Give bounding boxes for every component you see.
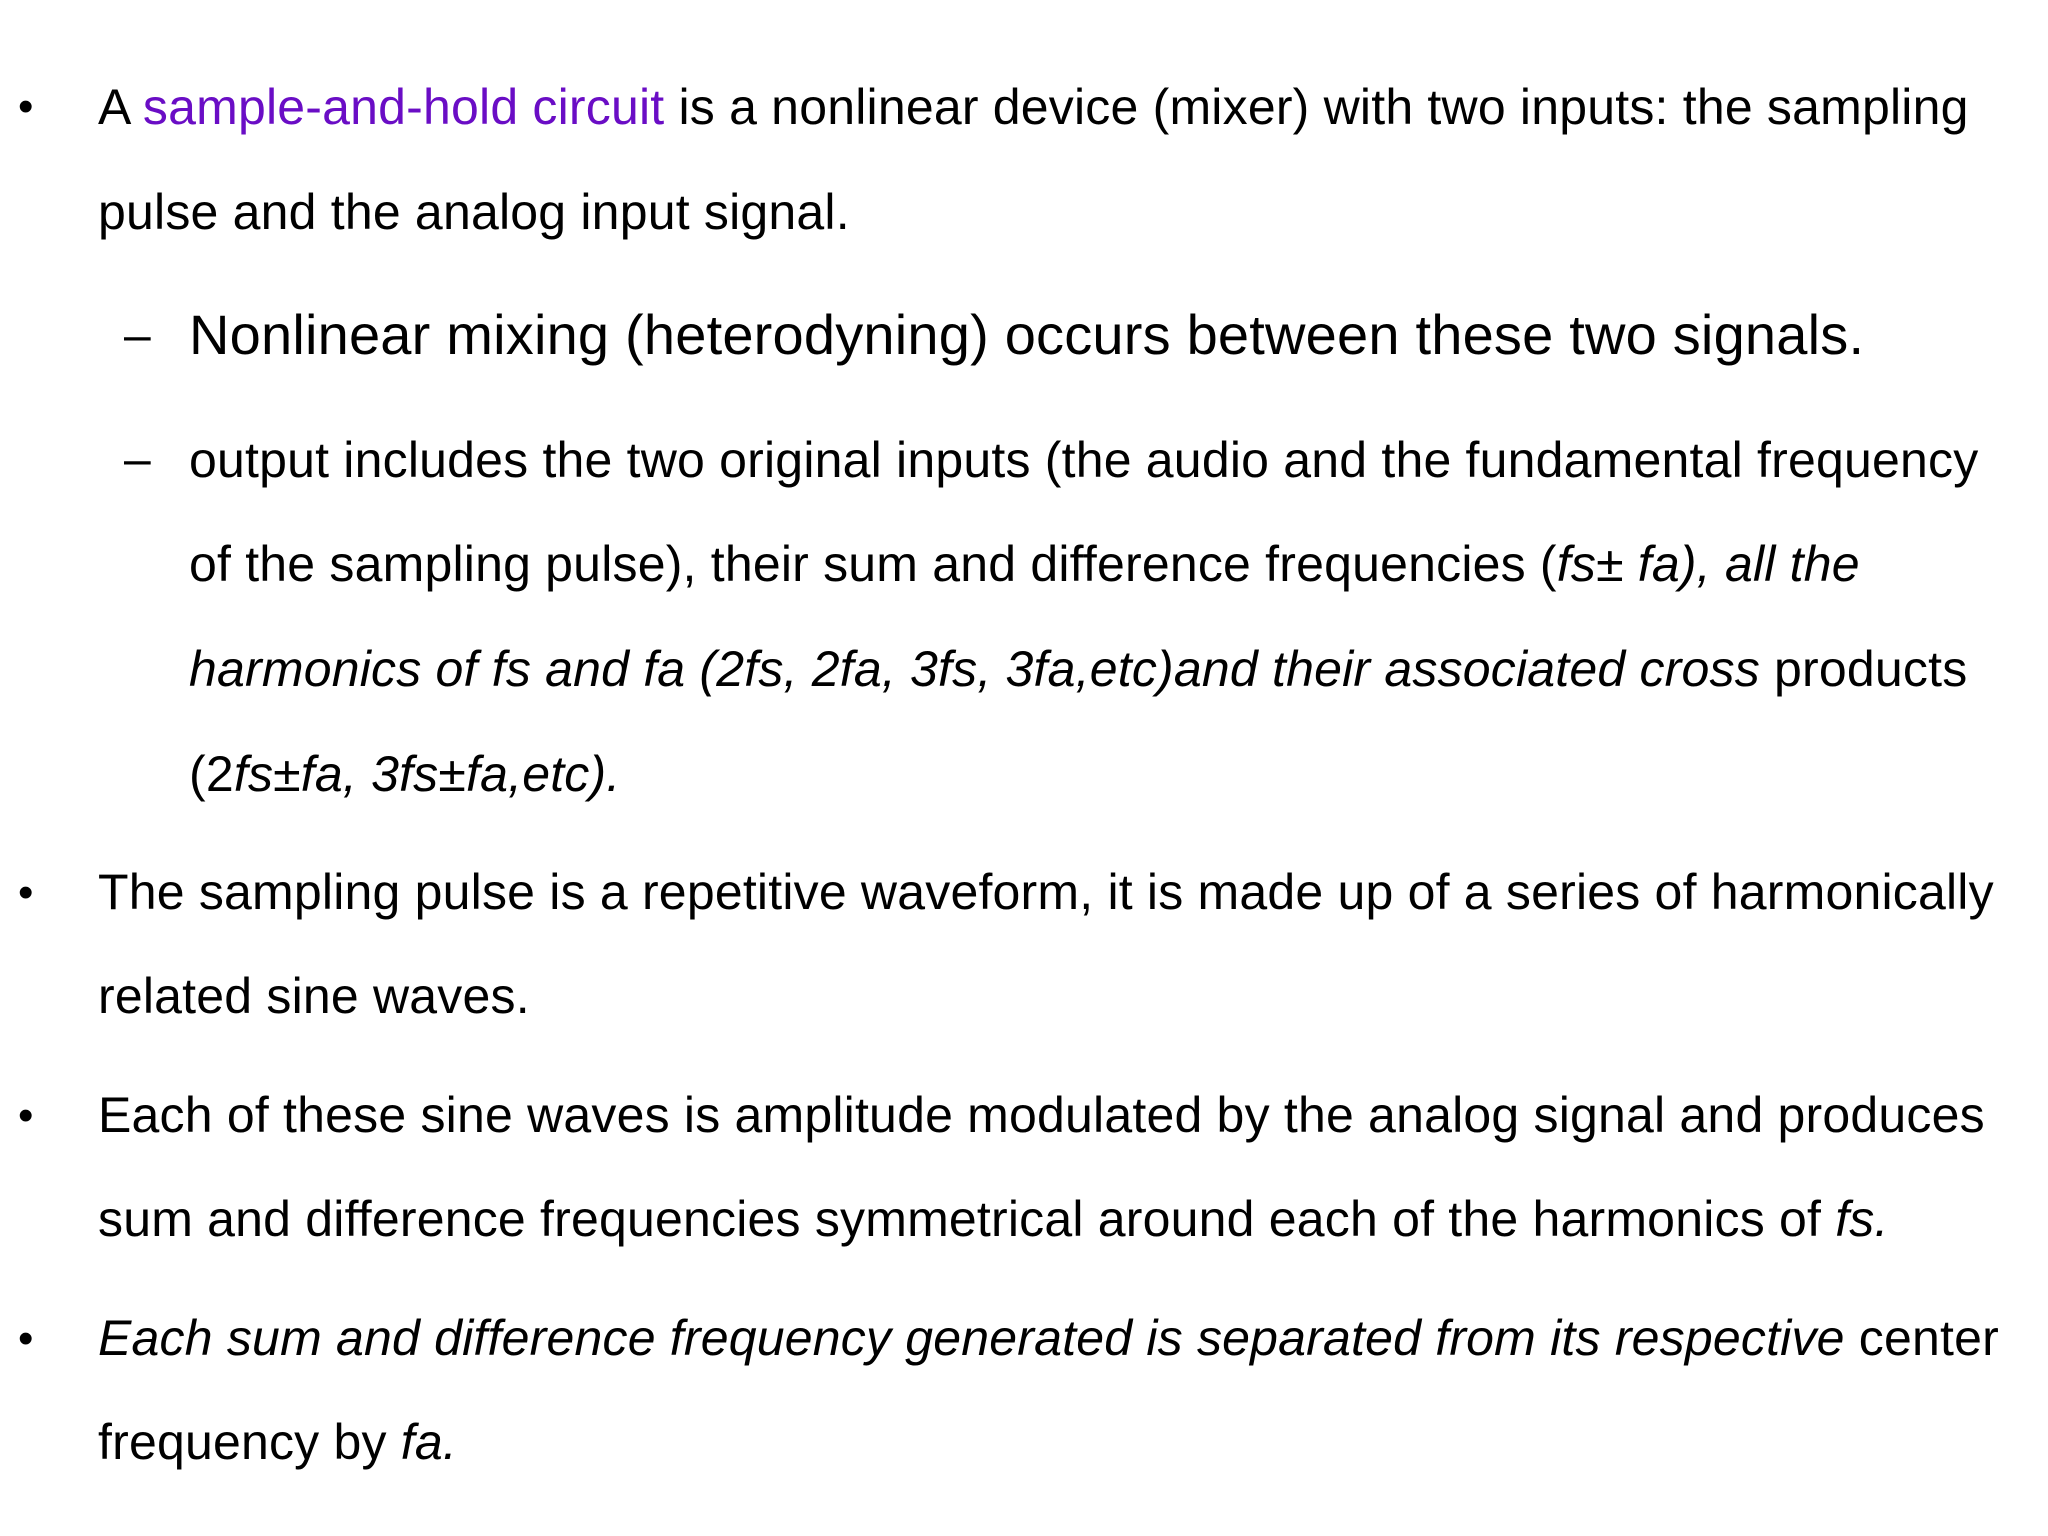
sub-bullet-2-line-2-italic: fs± fa), all the — [1556, 536, 1860, 592]
sub-bullet-2-marker: – — [124, 433, 151, 486]
bullet-1-post: is a nonlinear device (mixer) with two inputs: the sampling — [664, 79, 1969, 135]
bullet-2-marker: • — [18, 868, 34, 917]
sub-bullet-2-line-2-pre: of the sampling pulse), their sum and difference frequencies ( — [189, 536, 1557, 592]
bullet-1-line-2: pulse and the analog input signal. — [98, 184, 850, 240]
bullet-3-line-2-italic: fs. — [1835, 1191, 1889, 1247]
bullet-4-line-2 — [98, 1413, 457, 1471]
sub-bullet-2-line-4-italic: fs±fa, 3fs±fa,etc). — [233, 746, 621, 802]
sub-bullet-2-line-1: output includes the two original inputs (the audio and the fundamental frequency — [189, 432, 1979, 488]
sub-bullet-1-marker: – — [124, 309, 151, 362]
sub-bullet-2-line-3-post: products — [1759, 641, 1968, 697]
sub-bullet-1-text: Nonlinear mixing (heterodyning) occurs between these two signals. — [189, 303, 1865, 366]
sub-bullet-2-line-3 — [189, 640, 1967, 698]
bullet-3-line-2 — [98, 1190, 1889, 1248]
bullet-1-line-1 — [98, 78, 1969, 136]
sub-bullet-2-line-2 — [189, 535, 1860, 593]
bullet-4-line-2-italic: fa. — [400, 1414, 457, 1470]
bullet-1-marker: • — [18, 82, 34, 131]
sample-and-hold-link[interactable]: sample-and-hold circuit — [142, 79, 665, 135]
bullet-3-line-1: Each of these sine waves is amplitude modulated by the analog signal and produces — [98, 1087, 1985, 1143]
bullet-4-line-1-italic: Each sum and difference frequency generated is separated from its respective — [98, 1310, 1845, 1366]
bullet-4-line-2-pre: frequency by — [98, 1414, 401, 1470]
bullet-1-pre: A — [98, 79, 143, 135]
bullet-4-line-1-post: center — [1844, 1310, 1999, 1366]
bullet-3-marker: • — [18, 1091, 34, 1140]
bullet-3-line-2-pre: sum and difference frequencies symmetrical around each of the harmonics of — [98, 1191, 1836, 1247]
sub-bullet-2-line-4 — [189, 745, 620, 803]
bullet-4-line-1 — [98, 1309, 1999, 1367]
bullet-2-line-2: related sine waves. — [98, 968, 530, 1024]
bullet-4-marker: • — [18, 1314, 34, 1363]
bullet-2-line-1: The sampling pulse is a repetitive waveform, it is made up of a series of harmonically — [98, 864, 1994, 920]
sub-bullet-2-line-4-pre: (2 — [189, 746, 234, 802]
sub-bullet-2-line-3-italic: harmonics of fs and fa (2fs, 2fa, 3fs, 3fa,etc)and their associated cross — [189, 641, 1760, 697]
